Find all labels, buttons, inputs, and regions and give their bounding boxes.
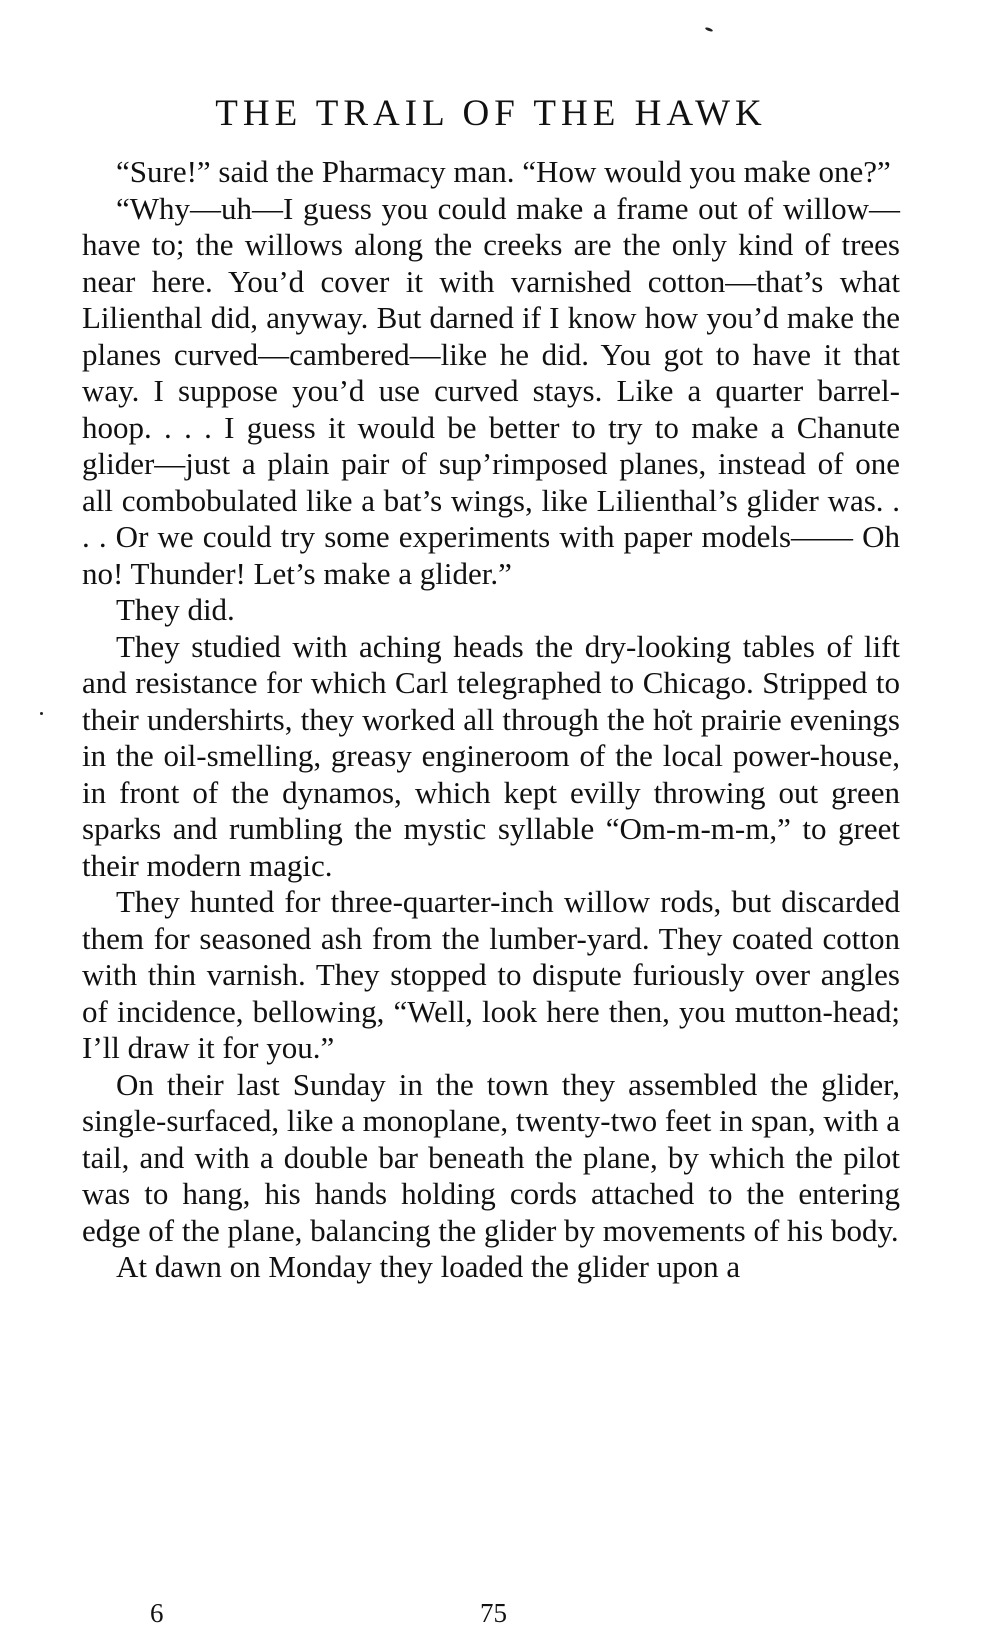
paragraph: They studied with aching heads the dry-looking tables of lift and resistance for which Carl telegraphed to Chicago. Stripped to their undershirts, they worked all through the hot prairie evenings in the oil-smelling, greasy engineroom of the local power-house, in front of the dynamos, which kept evilly throwing out green sparks and rumbling the mystic syllable “Om-m-m-m,” to greet their modern magic.: [82, 628, 900, 883]
body-text: [82, 154, 900, 1286]
signature-mark: 6: [150, 1598, 164, 1628]
page-footer: [0, 1598, 1000, 1638]
page-number: 75: [480, 1598, 507, 1628]
paragraph: They did.: [116, 592, 235, 627]
paragraph: On their last Sunday in the town they assembled the glider, single-surfaced, like a monoplane, twenty-two feet in span, with a tail, and with a double bar beneath the plane, by which the pilot was to hang, his hands holding cords attached to the entering edge of the plane, balancing the glider by movements of his body.: [82, 1066, 900, 1248]
paragraph: “Why—uh—I guess you could make a frame out of willow—have to; the willows along the creeks are the only kind of trees near here. You’d cover it with varnished cotton—that’s what Lilienthal did, anyway. But darned if I know how you’d make the planes curved—cambered—like he did. You got to have it that way. I suppose you’d use curved stays. Like a quarter barrel-hoop. . . . I guess it would be better to try to make a Chanute glider—just a plain pair of sup’rimposed planes, instead of one all combobulated like a bat’s wings, like Lilienthal’s glider was. . . . Or we could try some experiments with paper models—— Oh no! Thunder! Let’s make a glider.”: [82, 190, 900, 591]
ink-speck: [705, 27, 714, 33]
paragraph: “Sure!” said the Pharmacy man. “How would you make one?”: [116, 154, 891, 189]
paragraph: They hunted for three-quarter-inch willow rods, but discarded them for seasoned ash from the lumber-yard. They coated cotton with thin varnish. They stopped to dispute furiously over angles of incidence, bellowing, “Well, look here then, you mutton-head; I’ll draw it for you.”: [82, 884, 900, 1065]
running-head: THE TRAIL OF THE HAWK: [215, 93, 767, 134]
paragraph: At dawn on Monday they loaded the glider upon a: [116, 1249, 741, 1284]
ink-speck: [40, 712, 43, 715]
